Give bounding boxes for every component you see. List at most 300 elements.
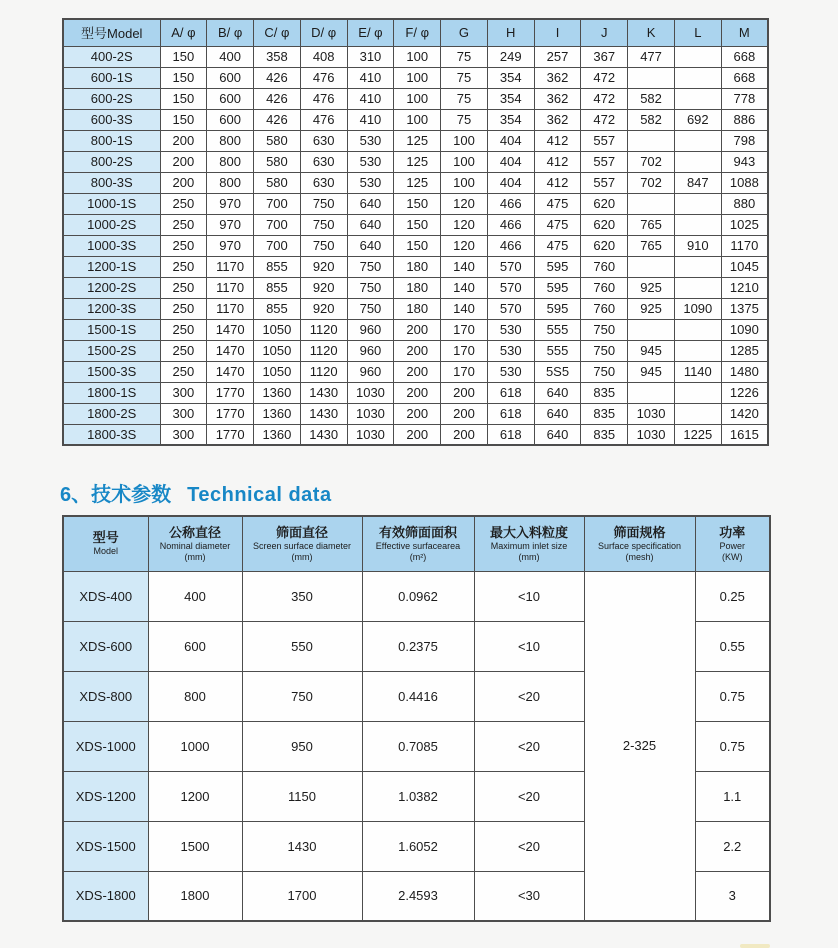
dim-value-cell: 410 xyxy=(347,67,394,88)
dim-value-cell: 140 xyxy=(441,256,488,277)
dim-value-cell: 970 xyxy=(207,235,254,256)
dim-value-cell: 150 xyxy=(394,235,441,256)
dim-value-cell: 960 xyxy=(347,340,394,361)
dim-header-cell: H xyxy=(487,19,534,46)
dim-value-cell xyxy=(674,67,721,88)
dimension-table-row xyxy=(63,214,768,235)
dimension-table-header-row xyxy=(63,19,768,46)
dim-value-cell: 580 xyxy=(254,151,301,172)
dim-value-cell: 75 xyxy=(441,88,488,109)
dim-value-cell: 595 xyxy=(534,277,581,298)
tech-header-en: Screen surface diameter xyxy=(252,540,352,551)
dim-value-cell: 310 xyxy=(347,46,394,67)
tech-header-zh: 筛面直径 xyxy=(275,524,328,540)
dim-value-cell: 640 xyxy=(347,193,394,214)
dimension-table-row xyxy=(63,130,768,151)
model-cell: XDS-400 xyxy=(63,571,148,621)
dim-model-cell: 1800-2S xyxy=(63,403,160,424)
dim-model-cell: 1000-3S xyxy=(63,235,160,256)
dim-value-cell: 140 xyxy=(441,298,488,319)
dim-value-cell: 618 xyxy=(487,403,534,424)
dim-model-cell: 1000-2S xyxy=(63,214,160,235)
dim-value-cell: 426 xyxy=(254,67,301,88)
section-title-en: Technical data xyxy=(187,484,332,506)
nominal-diameter-cell: 400 xyxy=(148,571,242,621)
dim-value-cell: 412 xyxy=(534,151,581,172)
dim-value-cell: 150 xyxy=(160,46,207,67)
dim-value-cell: 1120 xyxy=(300,319,347,340)
dim-value-cell: 855 xyxy=(254,256,301,277)
tech-header-cell xyxy=(474,516,584,571)
dim-value-cell: 886 xyxy=(721,109,768,130)
dim-value-cell: 600 xyxy=(207,67,254,88)
dim-value-cell: 250 xyxy=(160,277,207,298)
dim-value-cell: 1120 xyxy=(300,340,347,361)
dim-value-cell: 1050 xyxy=(254,319,301,340)
dim-value-cell: 170 xyxy=(441,340,488,361)
dim-value-cell xyxy=(628,382,675,403)
dim-value-cell: 668 xyxy=(721,46,768,67)
dim-value-cell xyxy=(674,256,721,277)
dim-value-cell: 120 xyxy=(441,235,488,256)
dim-value-cell: 1375 xyxy=(721,298,768,319)
dim-value-cell: 250 xyxy=(160,235,207,256)
dim-value-cell: 1430 xyxy=(300,403,347,424)
max-inlet-size-cell: <20 xyxy=(474,721,584,771)
power-cell: 1.1 xyxy=(695,771,770,821)
dim-value-cell: 1025 xyxy=(721,214,768,235)
tech-header-zh: 筛面规格 xyxy=(613,524,666,540)
dim-value-cell xyxy=(674,88,721,109)
dim-model-cell: 600-1S xyxy=(63,67,160,88)
dim-value-cell: 200 xyxy=(394,340,441,361)
dimension-table-row xyxy=(63,109,768,130)
dim-value-cell: 1050 xyxy=(254,340,301,361)
dim-value-cell: 1170 xyxy=(721,235,768,256)
dim-header-cell: K xyxy=(628,19,675,46)
dim-value-cell: 1470 xyxy=(207,340,254,361)
dim-value-cell: 1615 xyxy=(721,424,768,445)
dim-value-cell: 250 xyxy=(160,256,207,277)
dim-header-cell: D/ φ xyxy=(300,19,347,46)
dim-value-cell: 354 xyxy=(487,109,534,130)
dim-value-cell: 1360 xyxy=(254,403,301,424)
nominal-diameter-cell: 1200 xyxy=(148,771,242,821)
dimension-table-row xyxy=(63,88,768,109)
effective-surface-area-cell: 1.0382 xyxy=(362,771,474,821)
effective-surface-area-cell: 0.4416 xyxy=(362,671,474,721)
tech-header-cell xyxy=(695,516,770,571)
dim-value-cell: 140 xyxy=(441,277,488,298)
dim-value-cell: 475 xyxy=(534,235,581,256)
power-cell: 3 xyxy=(695,871,770,921)
dim-value-cell: 475 xyxy=(534,214,581,235)
dim-value-cell: 410 xyxy=(347,88,394,109)
dim-value-cell: 100 xyxy=(394,88,441,109)
dim-header-model: 型号Model xyxy=(63,19,160,46)
tech-header-zh: 公称直径 xyxy=(168,524,221,540)
dim-model-cell: 1200-1S xyxy=(63,256,160,277)
power-cell: 0.75 xyxy=(695,721,770,771)
screen-surface-diameter-cell: 950 xyxy=(242,721,362,771)
dim-value-cell: 920 xyxy=(300,256,347,277)
tech-header-unit: (mesh) xyxy=(625,551,654,562)
dim-value-cell: 358 xyxy=(254,46,301,67)
dim-value-cell: 466 xyxy=(487,214,534,235)
dim-value-cell: 1120 xyxy=(300,361,347,382)
dim-value-cell: 1045 xyxy=(721,256,768,277)
dim-value-cell: 1170 xyxy=(207,256,254,277)
dim-value-cell: 945 xyxy=(628,340,675,361)
screen-surface-diameter-cell: 350 xyxy=(242,571,362,621)
dim-value-cell: 300 xyxy=(160,403,207,424)
dim-value-cell: 530 xyxy=(487,361,534,382)
page-edge-artifact xyxy=(740,944,770,948)
dim-value-cell: 1210 xyxy=(721,277,768,298)
dim-value-cell: 200 xyxy=(394,319,441,340)
dim-value-cell: 855 xyxy=(254,277,301,298)
dim-value-cell: 750 xyxy=(347,298,394,319)
dim-header-cell: G xyxy=(441,19,488,46)
dim-value-cell: 125 xyxy=(394,172,441,193)
section-title xyxy=(60,482,332,508)
tech-header-en: Maximum inlet size xyxy=(490,540,568,551)
dim-value-cell: 920 xyxy=(300,298,347,319)
dimension-table-row xyxy=(63,298,768,319)
dim-value-cell: 778 xyxy=(721,88,768,109)
dim-value-cell: 750 xyxy=(581,340,628,361)
dim-value-cell: 150 xyxy=(160,109,207,130)
max-inlet-size-cell: <30 xyxy=(474,871,584,921)
dim-value-cell: 150 xyxy=(394,214,441,235)
max-inlet-size-cell: <10 xyxy=(474,571,584,621)
dim-value-cell: 257 xyxy=(534,46,581,67)
dim-value-cell: 970 xyxy=(207,193,254,214)
dimension-table-row xyxy=(63,382,768,403)
technical-table-row xyxy=(63,571,770,621)
dim-header-cell: C/ φ xyxy=(254,19,301,46)
dim-value-cell: 855 xyxy=(254,298,301,319)
dim-value-cell: 354 xyxy=(487,67,534,88)
tech-header-unit: (mm) xyxy=(291,551,313,562)
nominal-diameter-cell: 600 xyxy=(148,621,242,671)
dim-value-cell: 180 xyxy=(394,277,441,298)
dim-value-cell: 125 xyxy=(394,130,441,151)
dim-value-cell: 75 xyxy=(441,67,488,88)
dim-value-cell: 200 xyxy=(160,172,207,193)
dim-value-cell: 476 xyxy=(300,67,347,88)
dim-value-cell: 630 xyxy=(300,172,347,193)
dim-value-cell: 630 xyxy=(300,130,347,151)
dim-value-cell: 404 xyxy=(487,172,534,193)
dim-value-cell: 476 xyxy=(300,88,347,109)
dim-value-cell: 250 xyxy=(160,319,207,340)
dim-value-cell: 412 xyxy=(534,130,581,151)
dimension-table-row xyxy=(63,256,768,277)
tech-header-zh: 最大入料粒度 xyxy=(489,524,568,540)
dim-value-cell: 472 xyxy=(581,109,628,130)
dim-header-cell: B/ φ xyxy=(207,19,254,46)
dim-value-cell: 530 xyxy=(487,340,534,361)
dim-value-cell: 640 xyxy=(347,235,394,256)
dim-value-cell: 362 xyxy=(534,109,581,130)
dim-value-cell: 765 xyxy=(628,214,675,235)
dim-value-cell: 120 xyxy=(441,193,488,214)
dim-value-cell: 600 xyxy=(207,88,254,109)
dim-value-cell: 582 xyxy=(628,109,675,130)
dim-value-cell: 530 xyxy=(487,319,534,340)
power-cell: 2.2 xyxy=(695,821,770,871)
tech-header-en: Surface specification xyxy=(597,540,682,551)
dimension-table-row xyxy=(63,361,768,382)
dim-value-cell: 620 xyxy=(581,214,628,235)
dim-value-cell: 800 xyxy=(207,172,254,193)
dim-value-cell xyxy=(628,67,675,88)
tech-header-zh: 型号 xyxy=(92,530,119,546)
dim-value-cell: 250 xyxy=(160,193,207,214)
dim-value-cell: 960 xyxy=(347,361,394,382)
dim-value-cell: 943 xyxy=(721,151,768,172)
dim-value-cell: 170 xyxy=(441,319,488,340)
dim-value-cell: 100 xyxy=(394,109,441,130)
dim-value-cell: 477 xyxy=(628,46,675,67)
dim-value-cell: 702 xyxy=(628,172,675,193)
dim-value-cell: 200 xyxy=(394,361,441,382)
dim-value-cell: 1030 xyxy=(347,403,394,424)
power-cell: 0.25 xyxy=(695,571,770,621)
dim-value-cell: 1030 xyxy=(347,424,394,445)
screen-surface-diameter-cell: 1150 xyxy=(242,771,362,821)
dim-value-cell: 404 xyxy=(487,151,534,172)
dim-value-cell: 180 xyxy=(394,298,441,319)
dim-value-cell: 800 xyxy=(207,151,254,172)
dim-value-cell: 1088 xyxy=(721,172,768,193)
dim-value-cell xyxy=(674,340,721,361)
model-cell: XDS-1200 xyxy=(63,771,148,821)
dim-header-cell: A/ φ xyxy=(160,19,207,46)
dim-value-cell: 1470 xyxy=(207,319,254,340)
dim-value-cell: 170 xyxy=(441,361,488,382)
dim-value-cell xyxy=(674,193,721,214)
dim-value-cell: 530 xyxy=(347,172,394,193)
dimension-table-row xyxy=(63,67,768,88)
effective-surface-area-cell: 2.4593 xyxy=(362,871,474,921)
dim-value-cell: 120 xyxy=(441,214,488,235)
dim-value-cell: 200 xyxy=(394,382,441,403)
dim-value-cell: 150 xyxy=(394,193,441,214)
dim-value-cell: 750 xyxy=(300,193,347,214)
dim-value-cell: 582 xyxy=(628,88,675,109)
technical-table-header-row xyxy=(63,516,770,571)
dim-value-cell: 570 xyxy=(487,277,534,298)
dim-value-cell: 555 xyxy=(534,319,581,340)
dim-value-cell: 570 xyxy=(487,256,534,277)
tech-header-unit: (mm) xyxy=(518,551,540,562)
dim-header-cell: E/ φ xyxy=(347,19,394,46)
dim-value-cell: 472 xyxy=(581,67,628,88)
dimension-table-row xyxy=(63,340,768,361)
dim-value-cell: 1360 xyxy=(254,424,301,445)
effective-surface-area-cell: 0.2375 xyxy=(362,621,474,671)
dim-value-cell: 557 xyxy=(581,151,628,172)
tech-header-en: Effective surfacearea xyxy=(375,540,461,551)
dim-value-cell: 100 xyxy=(441,172,488,193)
dim-value-cell: 798 xyxy=(721,130,768,151)
dim-value-cell: 466 xyxy=(487,235,534,256)
dim-model-cell: 1800-3S xyxy=(63,424,160,445)
dim-value-cell: 692 xyxy=(674,109,721,130)
dim-value-cell: 750 xyxy=(347,277,394,298)
dim-value-cell xyxy=(628,256,675,277)
power-cell: 0.55 xyxy=(695,621,770,671)
dimension-table-row xyxy=(63,172,768,193)
max-inlet-size-cell: <20 xyxy=(474,671,584,721)
dim-value-cell: 300 xyxy=(160,424,207,445)
dim-value-cell: 362 xyxy=(534,88,581,109)
dimension-table-row xyxy=(63,46,768,67)
effective-surface-area-cell: 0.7085 xyxy=(362,721,474,771)
dim-value-cell: 618 xyxy=(487,424,534,445)
dim-value-cell: 1770 xyxy=(207,382,254,403)
dim-header-cell: F/ φ xyxy=(394,19,441,46)
dim-value-cell: 1770 xyxy=(207,403,254,424)
max-inlet-size-cell: <10 xyxy=(474,621,584,671)
dim-value-cell: 200 xyxy=(441,424,488,445)
dim-model-cell: 800-1S xyxy=(63,130,160,151)
dimension-table-row xyxy=(63,193,768,214)
dim-value-cell: 150 xyxy=(160,67,207,88)
dim-value-cell: 250 xyxy=(160,361,207,382)
dim-value-cell: 200 xyxy=(394,424,441,445)
dim-value-cell: 466 xyxy=(487,193,534,214)
dim-value-cell: 618 xyxy=(487,382,534,403)
dim-value-cell: 100 xyxy=(394,67,441,88)
dimension-table-row xyxy=(63,403,768,424)
dim-value-cell: 1480 xyxy=(721,361,768,382)
dimension-table-row xyxy=(63,319,768,340)
tech-header-en: Nominal diameter xyxy=(159,540,231,551)
dim-value-cell: 200 xyxy=(160,151,207,172)
dim-value-cell: 1050 xyxy=(254,361,301,382)
tech-header-unit: (m²) xyxy=(409,551,427,562)
dim-model-cell: 1200-3S xyxy=(63,298,160,319)
dim-value-cell: 570 xyxy=(487,298,534,319)
dim-model-cell: 600-2S xyxy=(63,88,160,109)
dim-value-cell: 367 xyxy=(581,46,628,67)
max-inlet-size-cell: <20 xyxy=(474,821,584,871)
screen-surface-diameter-cell: 1430 xyxy=(242,821,362,871)
dim-value-cell: 426 xyxy=(254,88,301,109)
dim-value-cell: 1030 xyxy=(628,424,675,445)
dim-value-cell: 630 xyxy=(300,151,347,172)
dim-value-cell: 475 xyxy=(534,193,581,214)
dim-value-cell: 1140 xyxy=(674,361,721,382)
dim-value-cell: 580 xyxy=(254,172,301,193)
dim-value-cell: 620 xyxy=(581,193,628,214)
dimension-table-row xyxy=(63,277,768,298)
dim-value-cell: 100 xyxy=(394,46,441,67)
dim-value-cell: 1420 xyxy=(721,403,768,424)
dim-value-cell: 760 xyxy=(581,277,628,298)
dim-value-cell: 476 xyxy=(300,109,347,130)
dim-value-cell: 600 xyxy=(207,109,254,130)
dim-value-cell: 1430 xyxy=(300,424,347,445)
tech-header-cell xyxy=(148,516,242,571)
surface-specification-merged-cell: 2-325 xyxy=(584,571,695,921)
dim-value-cell: 300 xyxy=(160,382,207,403)
dim-value-cell: 400 xyxy=(207,46,254,67)
model-cell: XDS-1500 xyxy=(63,821,148,871)
dim-value-cell: 557 xyxy=(581,130,628,151)
dim-value-cell xyxy=(628,130,675,151)
dim-model-cell: 1500-3S xyxy=(63,361,160,382)
dim-value-cell: 250 xyxy=(160,298,207,319)
dim-value-cell: 920 xyxy=(300,277,347,298)
tech-header-en: Power xyxy=(719,540,745,551)
tech-header-unit: (KW) xyxy=(722,551,743,562)
dim-value-cell: 835 xyxy=(581,424,628,445)
dim-value-cell: 530 xyxy=(347,151,394,172)
dim-value-cell: 640 xyxy=(534,382,581,403)
dim-value-cell: 354 xyxy=(487,88,534,109)
dim-model-cell: 1500-1S xyxy=(63,319,160,340)
dim-value-cell: 408 xyxy=(300,46,347,67)
dim-value-cell xyxy=(674,403,721,424)
dimension-table-row xyxy=(63,151,768,172)
dim-value-cell: 1030 xyxy=(628,403,675,424)
dim-value-cell: 1225 xyxy=(674,424,721,445)
dim-header-cell: I xyxy=(534,19,581,46)
dim-value-cell: 595 xyxy=(534,256,581,277)
dimension-table-row xyxy=(63,235,768,256)
effective-surface-area-cell: 0.0962 xyxy=(362,571,474,621)
dim-header-cell: J xyxy=(581,19,628,46)
dim-value-cell: 700 xyxy=(254,235,301,256)
dim-value-cell: 200 xyxy=(441,382,488,403)
dim-model-cell: 600-3S xyxy=(63,109,160,130)
dim-value-cell: 555 xyxy=(534,340,581,361)
tech-header-en: Model xyxy=(93,546,118,557)
dim-value-cell: 700 xyxy=(254,193,301,214)
tech-header-cell xyxy=(63,516,148,571)
dim-value-cell: 910 xyxy=(674,235,721,256)
dim-value-cell: 100 xyxy=(441,130,488,151)
dim-value-cell: 1090 xyxy=(721,319,768,340)
dim-value-cell: 700 xyxy=(254,214,301,235)
dim-value-cell: 250 xyxy=(160,340,207,361)
dim-value-cell: 150 xyxy=(160,88,207,109)
dim-value-cell: 668 xyxy=(721,67,768,88)
dim-value-cell: 100 xyxy=(441,151,488,172)
dim-value-cell: 200 xyxy=(160,130,207,151)
power-cell: 0.75 xyxy=(695,671,770,721)
dim-value-cell: 362 xyxy=(534,67,581,88)
dim-value-cell: 835 xyxy=(581,403,628,424)
dim-value-cell: 750 xyxy=(300,235,347,256)
dim-header-cell: M xyxy=(721,19,768,46)
dim-value-cell: 426 xyxy=(254,109,301,130)
effective-surface-area-cell: 1.6052 xyxy=(362,821,474,871)
tech-header-zh: 功率 xyxy=(719,524,746,540)
technical-data-table xyxy=(62,515,771,922)
dim-value-cell: 925 xyxy=(628,298,675,319)
dim-value-cell: 970 xyxy=(207,214,254,235)
dim-value-cell: 557 xyxy=(581,172,628,193)
dim-value-cell: 75 xyxy=(441,46,488,67)
tech-header-cell xyxy=(584,516,695,571)
max-inlet-size-cell: <20 xyxy=(474,771,584,821)
model-cell: XDS-800 xyxy=(63,671,148,721)
